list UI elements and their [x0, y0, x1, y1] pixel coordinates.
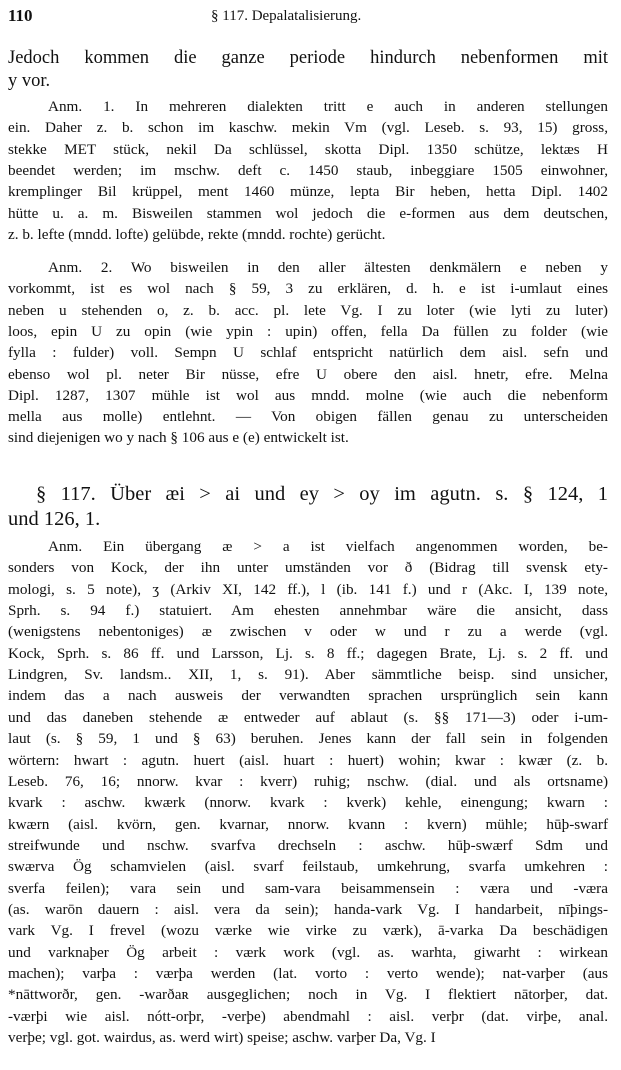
anmerkung-3-line: *nāttworðr, gen. -warðaʀ ausgeglichen; noch in Vg. I flektiert nātorþer, dat.	[8, 986, 608, 1004]
intro-paragraph-line: y vor.	[8, 71, 51, 91]
anmerkung-3-line: laut (s. § 59, 1 und § 63) beruhen. Jenes kann der fall sein in folgenden	[8, 730, 608, 748]
anmerkung-3-line: Sprh. s. 94 f.) statuiert. Am ehesten annehmbar wäre die ansicht, dass	[8, 602, 608, 620]
anmerkung-3-line: und das daneben stehende æ entweder auf ablaut (s. §§ 171—3) oder i-um-	[8, 708, 608, 726]
anmerkung-3-line: wörtern: hwart : agutn. huert (aisl. huart : huert) wohin; kwar : kwær (z. b.	[8, 751, 608, 769]
anmerkung-3-line: Lindgren, Sv. landsm.. XII, 1, s. 91). Aber sämmtliche beisp. sind unsicher,	[8, 666, 608, 684]
running-head	[8, 6, 613, 28]
anmerkung-3-line: vark Vg. I frevel (wozu værke wie virke zu værk), ā-varka Da beschädigen	[8, 922, 608, 940]
anmerkung-3-line: Anm. Ein übergang æ > a ist vielfach angenommen worden, be-	[48, 538, 608, 555]
anmerkung-3-line: sverfa feilen); vara sein und sam-vara beisammensein : væra und -væra	[8, 879, 608, 897]
anmerkung-3-line: (as. warōn dauern : aisl. vera da sein); handa-vark Vg. I handarbeit, nīþings-	[8, 900, 608, 918]
anmerkung-3-line: indem das a nach ausweis der verwandten sprachen ursprünglich sein kann	[8, 687, 608, 705]
anmerkung-1-line: beendet werden; im mschw. deft c. 1450 staub, inbeggiare 1505 einwohner,	[8, 161, 608, 179]
anmerkung-3-line: Kock, Sprh. s. 86 ff. und Larsson, Lj. s. 8 ff.; dagegen Brate, Lj. s. 2 ff. und	[8, 644, 608, 662]
anmerkung-3-line: kwærn (aisl. kvörn, gen. kvarnar, nnorw. kvann : kvern) mühle; hūþ-swarf	[8, 815, 608, 833]
anmerkung-3-line: mologi, s. 5 note), ʒ (Arkiv XI, 142 ff.), l (ib. 141 f.) und r (Akc. I, 139 note,	[8, 580, 608, 598]
anmerkung-1-line: Anm. 1. In mehreren dialekten tritt e auch in anderen stellungen	[48, 98, 608, 115]
anmerkung-2-line: sind diejenigen wo y nach § 106 aus e (e) entwickelt ist.	[8, 429, 349, 447]
anmerkung-2-line: Dipl. 1287, 1307 mühle ist wol aus mndd. molne (wie auch die nebenform	[8, 386, 608, 404]
anmerkung-3-line: -værþi wie aisl. nótt-orþr, -verþe) abendmahl : aisl. verþr (dat. virþe, anal.	[8, 1007, 608, 1025]
anmerkung-1-line: kremplinger Bil krüppel, ment 1460 münze, lepta Bir heben, hetta Dipl. 1402	[8, 183, 608, 201]
section-heading-line: § 117. Über æi > ai und ey > oy im agutn. s. § 124, 1	[36, 483, 608, 505]
anmerkung-1-line: ein. Daher z. b. schon im kaschw. mekin Vm (vgl. Leseb. s. 93, 15) gross,	[8, 119, 608, 137]
anmerkung-3-line: kvark : aschw. kwærk (nnorw. kvark : kverk) kehle, einengung; kwarn :	[8, 794, 608, 812]
anmerkung-3-line: und varknaþer Ög arbeit : værk work (vgl. as. warhta, giwarht : wirkean	[8, 943, 608, 961]
anmerkung-1-line: hütte u. a. m. Bisweilen stammen wol jedoch die e-formen aus dem deutschen,	[8, 204, 608, 222]
anmerkung-3-line: machen); varþa : værþa werden (lat. vorto : verto wende); nat-varþer (aus	[8, 965, 608, 982]
anmerkung-2-line: mella aus molle) entlehnt. — Von obigen fällen genau zu unterscheiden	[8, 408, 608, 426]
anmerkung-3-line: sonders von Kock, der ihn unter umständen vor ð (Bidrag till svensk ety-	[8, 559, 608, 577]
anmerkung-3-line: swærva Ög schamvielen (aisl. svarf feilstaub, umkehrung, svarfa umkehren :	[8, 858, 608, 876]
anmerkung-2-line: ebenso wol pl. neter Bir nüsse, efre U obere den aisl. hnetr, efre. Melna	[8, 365, 608, 383]
anmerkung-2-line: fylla : fulder) voll. Sempn U schlaf entspricht natürlich dem aisl. sefn und	[8, 344, 608, 362]
anmerkung-1-line: z. b. lefte (mndd. lofte) gelübde, rekte (mndd. rochte) gerücht.	[8, 225, 386, 243]
anmerkung-3-line: streifwunde und nschw. svarfva drechseln : aschw. hūþ-swærf Sdm und	[8, 836, 608, 854]
intro-paragraph-line: Jedoch kommen die ganze periode hindurch nebenformen mit	[8, 48, 608, 68]
section-heading-line: und 126, 1.	[8, 508, 101, 530]
anmerkung-3-line: verþe; vgl. got. wairdus, as. werd wirt) speise; aschw. varþer Da, Vg. I	[8, 1029, 436, 1047]
anmerkung-2-line: neben u stehenden o, z. b. acc. pl. lete Vg. I zu loter (wie lyti zu luter)	[8, 301, 608, 319]
anmerkung-2-line: vorkommt, ist es wol nach § 59, 3 zu erklären, d. h. e ist i-umlaut eines	[8, 280, 608, 298]
anmerkung-1-line: stekke MET stück, nekil Da schlüssel, skotta Dipl. 1350 schütze, lektæs H	[8, 140, 608, 158]
anmerkung-3-line: (wenigstens nebentoniges) æ zwischen v oder w und r zu a werde (vgl.	[8, 623, 608, 641]
anmerkung-2-line: Anm. 2. Wo bisweilen in den aller ältesten denkmälern e neben y	[48, 259, 608, 276]
page-number: 110	[8, 6, 33, 25]
anmerkung-3-line: Leseb. 76, 16; nnorw. kvar : kverr) ruhig; nschw. (dial. und als ortsname)	[8, 772, 608, 790]
running-head-title: § 117. Depalatalisierung.	[211, 8, 362, 24]
anmerkung-2-line: loos, epin U zu opin (wie ypin : upin) offen, fella Da füllen zu folder (wie	[8, 322, 608, 340]
